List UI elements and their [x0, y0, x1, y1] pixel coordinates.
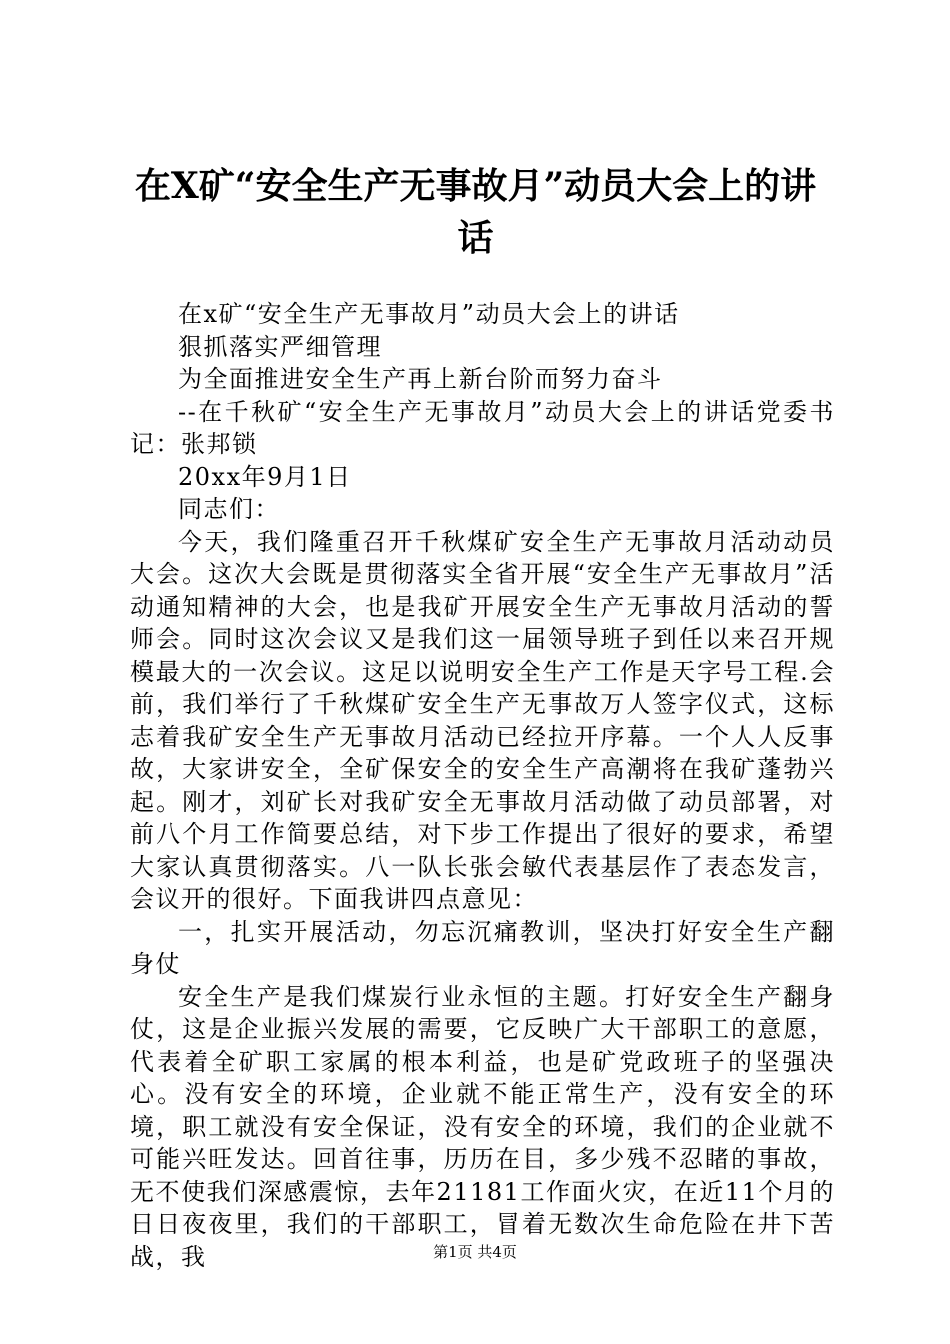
- paragraph-slogan-1: 狠抓落实严细管理: [178, 332, 382, 361]
- paragraph-section-heading: 一，扎实开展活动，勿忘沉痛教训，坚决打好安全生产翻身仗: [130, 917, 835, 978]
- paragraph-date: 20xx年9月1日: [178, 462, 352, 491]
- paragraph-section-body: 安全生产是我们煤炭行业永恒的主题。打好安全生产翻身仗，这是企业振兴发展的需要，它反映广大干部职工的意愿，代表着全矿职工家属的根本利益，也是矿党政班子的坚强决心。没有安全的环境，企业就不能正常生产，没有安全的环境，职工就没有安全保证，没有安全的环境，我们的企业就不可能兴旺发达。回首往事，历历在目，多少残不忍睹的事故，无不使我们深感震惊，去年21181工作面火灾，在近11个月的日日夜夜里，我们的干部职工，冒着无数次生命危险在井下苦战，我: [130, 982, 835, 1271]
- document-title: 在X矿“安全生产无事故月”动员大会上的讲话: [134, 165, 817, 259]
- paragraph-speaker-line: --在千秋矿“安全生产无事故月”动员大会上的讲话党委书记：张邦锁: [130, 397, 835, 458]
- page-footer: 第1页 共4页: [433, 1243, 517, 1261]
- paragraph-slogan-2: 为全面推进安全生产再上新台阶而努力奋斗: [178, 365, 663, 393]
- document-body: [130, 298, 835, 1273]
- paragraph-intro: 今天，我们隆重召开千秋煤矿安全生产无事故月活动动员大会。这次大会既是贯彻落实全省开展“安全生产无事故月”活动通知精神的大会，也是我矿开展安全生产无事故月活动的誓师会。同时这次会议又是我们这一届领导班子到任以来召开规模最大的一次会议。这足以说明安全生产工作是天字号工程.会前，我们举行了千秋煤矿安全生产无事故万人签字仪式，这标志着我矿安全生产无事故月活动已经拉开序幕。一个人人反事故，大家讲安全，全矿保安全的安全生产高潮将在我矿蓬勃兴起。刚才，刘矿长对我矿安全无事故月活动做了动员部署，对前八个月工作简要总结，对下步工作提出了很好的要求，希望大家认真贯彻落实。八一队长张会敏代表基层作了表态发言，会议开的很好。下面我讲四点意见：: [130, 527, 835, 913]
- paragraph-subtitle: 在x矿“安全生产无事故月”动员大会上的讲话: [178, 300, 680, 328]
- paragraph-salutation: 同志们：: [178, 495, 280, 523]
